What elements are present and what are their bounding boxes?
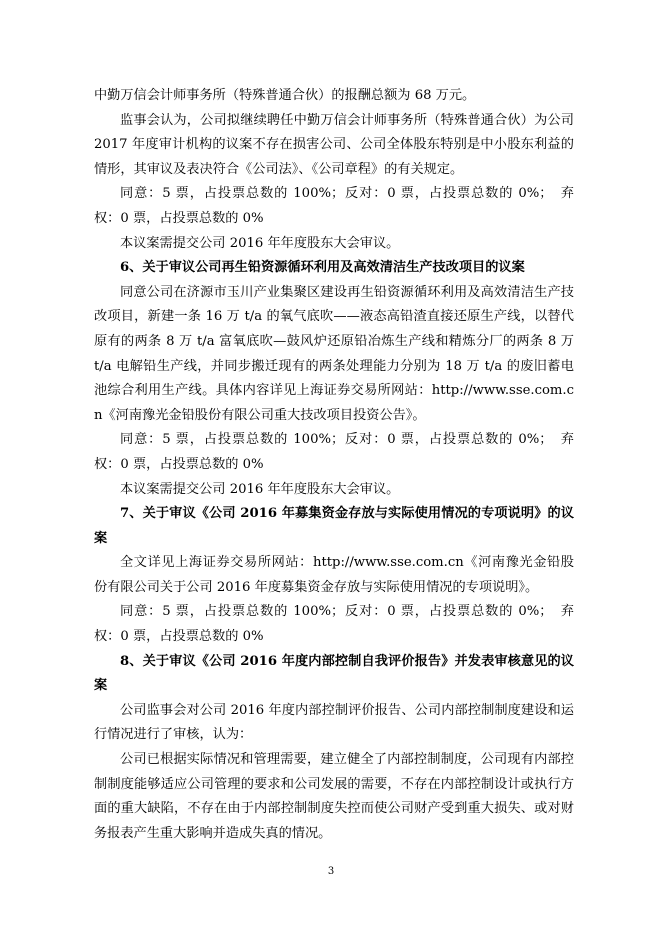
paragraph-vote-result: 同意：5 票，占投票总数的 100%；反对：0 票，占投票总数的 0%； 弃权：0 票，占投票总数的 0% [94, 604, 574, 645]
paragraph-proposal-6-content: 同意公司在济源市玉川产业集聚区建设再生铅资源循环利用及高效清洁生产技改项目，新建一条 16 万 t/a 的氧气底吹——液态高铅渣直接还原生产线，以替代原有的两条 8 万 t/a 富氧底吹—鼓风炉还原铅冶炼生产线和精炼分厂的两条 8 万 t/a 电解铅生产线，并同步搬迁现有的两条处理能力分别为 18 万 t/a 的废旧蓄电池综合利用生产线。具体内容详见上海证券交易所网站：http://www.sse.com.cn《河南豫光金铅股份有限公司重大技改项目投资公告》。 [94, 284, 574, 423]
paragraph-submit-note: 本议案需提交公司 2016 年年度股东大会审议。 [120, 481, 400, 497]
heading-proposal-7: 7、关于审议《公司 2016 年募集资金存放与实际使用情况的专项说明》的议案 [94, 506, 574, 546]
paragraph-proposal-7-content: 全文详见上海证券交易所网站：http://www.sse.com.cn《河南豫光金铅股份有限公司关于公司 2016 年度募集资金存放与实际使用情况的专项说明》。 [94, 555, 574, 595]
page-number: 3 [327, 866, 335, 877]
heading-proposal-8: 8、关于审议《公司 2016 年度内部控制自我评价报告》并发表审核意见的议案 [94, 653, 574, 694]
paragraph-proposal-8-conclusion: 公司已根据实际情况和管理需要，建立健全了内部控制制度，公司现有内部控制制度能够适应公司管理的要求和公司发展的需要，不存在内部控制设计或执行方面的重大缺陷，不存在由于内部控制制度失控而使公司财产受到重大损失、或对财务报表产生重大影响并造成失真的情况。 [94, 752, 574, 841]
paragraph-vote-result: 同意：5 票，占投票总数的 100%；反对：0 票，占投票总数的 0%； 弃权：0 票，占投票总数的 0% [94, 432, 574, 472]
paragraph-fee-total: 中勤万信会计师事务所（特殊普通合伙）的报酬总额为 68 万元。 [94, 88, 476, 103]
document-body [94, 84, 574, 846]
paragraph-supervisory-opinion: 监事会认为，公司拟继续聘任中勤万信会计师事务所（特殊普通合伙）为公司 2017 年度审计机构的议案不存在损害公司、公司全体股东特别是中小股东利益的情形，其审议及表决符合《公司法》、《公司章程》的有关规定。 [94, 112, 574, 177]
paragraph-vote-result: 同意：5 票，占投票总数的 100%；反对：0 票，占投票总数的 0%； 弃权：0 票，占投票总数的 0% [94, 186, 574, 226]
paragraph-submit-note: 本议案需提交公司 2016 年年度股东大会审议。 [120, 235, 400, 251]
heading-proposal-6: 6、关于审议公司再生铅资源循环利用及高效清洁生产技改项目的议案 [120, 260, 525, 276]
paragraph-proposal-8-intro: 公司监事会对公司 2016 年度内部控制评价报告、公司内部控制制度建设和运行情况进行了审核，认为： [94, 702, 574, 743]
